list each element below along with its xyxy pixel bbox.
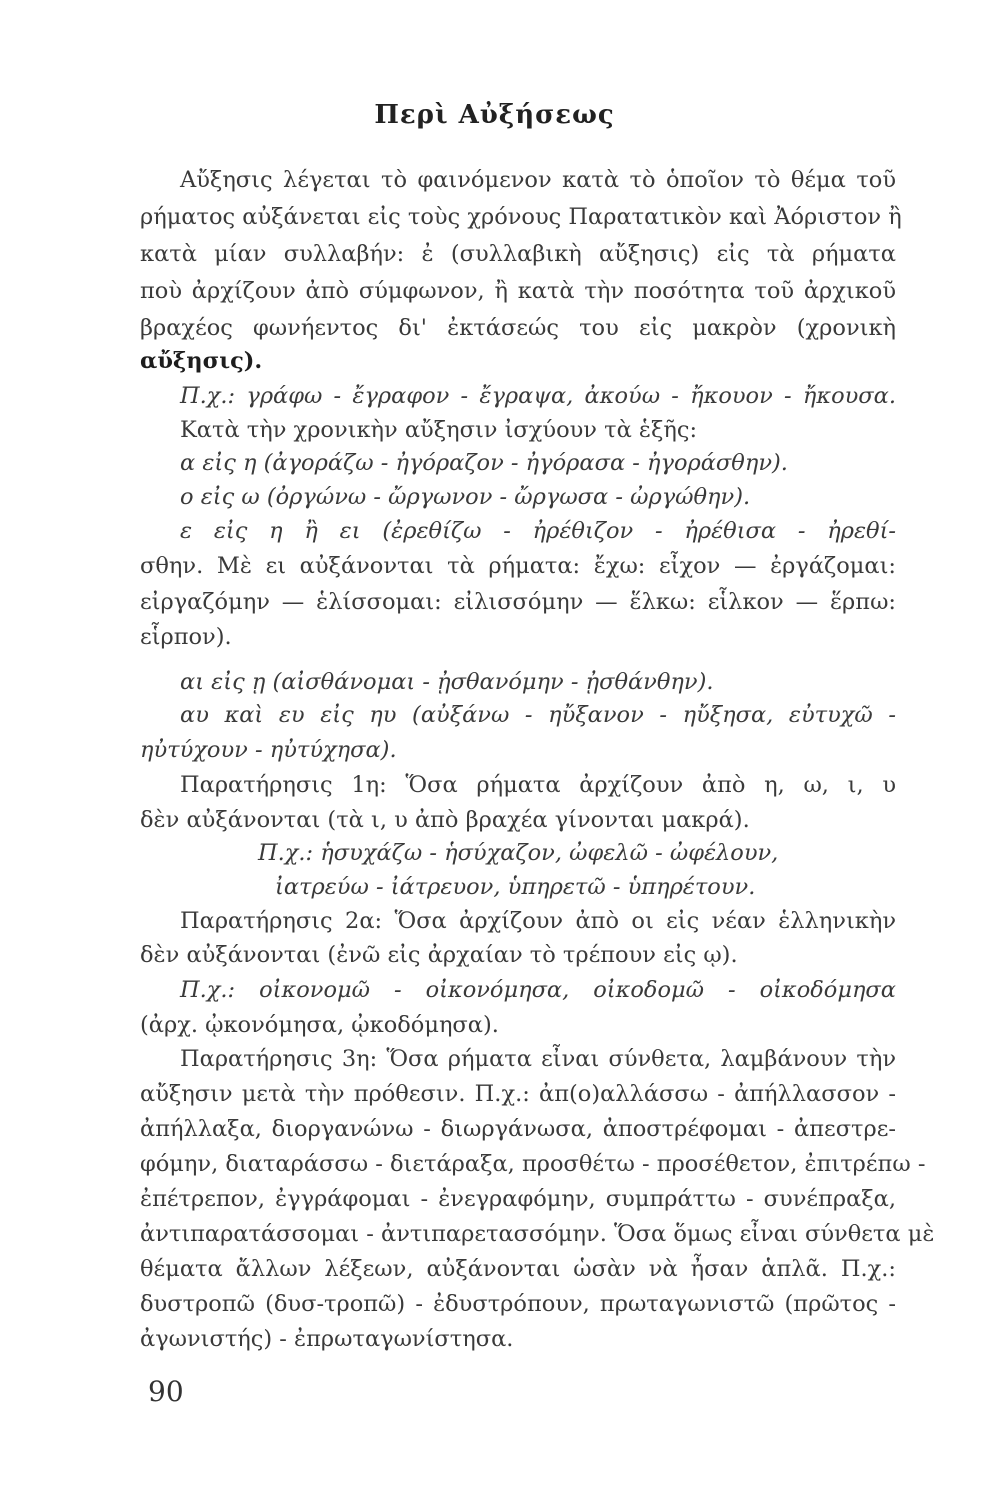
text-line: ἰατρεύω - ἰάτρευον, ὑπηρετῶ - ὑπηρέτουν. xyxy=(275,874,756,900)
text-line: βραχέος φωνήεντος δι' ἐκτάσεώς του εἰς μακρὸν (χρονικὴ xyxy=(140,315,896,341)
text-line: δυστροπῶ (δυσ-τροπῶ) - ἐδυστρόπουν, πρωταγωνιστῶ (πρῶτος - xyxy=(140,1291,896,1317)
page-title: Περὶ Αὐξήσεως xyxy=(374,100,615,130)
page-number: 90 xyxy=(148,1375,184,1408)
text-line: δὲν αὐξάνονται (ἐνῶ εἰς ἀρχαίαν τὸ τρέπουν εἰς ῳ). xyxy=(140,942,738,968)
text-line: ε εἰς η ἢ ει (ἐρεθίζω - ἠρέθιζον - ἠρέθισα - ἠρεθί- xyxy=(180,518,896,544)
text-line: κατὰ μίαν συλλαβήν: ἐ (συλλαβικὴ αὔξησις) εἰς τὰ ρήματα xyxy=(140,241,896,267)
text-line: ο εἰς ω (ὀργώνω - ὤργωνον - ὤργωσα - ὠργώθην). xyxy=(180,484,751,510)
text-line: Κατὰ τὴν χρονικὴν αὔξησιν ἰσχύουν τὰ ἑξῆς: xyxy=(180,417,698,443)
text-line: εἰργαζόμην — ἑλίσσομαι: εἰλισσόμην — ἕλκω: εἷλκον — ἕρπω: xyxy=(140,589,896,615)
text-line: Αὔξησις λέγεται τὸ φαινόμενον κατὰ τὸ ὁποῖον τὸ θέμα τοῦ xyxy=(180,167,896,193)
text-line: σθην. Μὲ ει αὐξάνονται τὰ ρήματα: ἔχω: εἶχον — ἐργάζομαι: xyxy=(140,553,896,579)
text-line: ηὐτύχουν - ηὐτύχησα). xyxy=(140,737,397,763)
text-line: ἐπέτρεπον, ἐγγράφομαι - ἐνεγραφόμην, συμπράττω - συνέπραξα, xyxy=(140,1186,896,1212)
text-line: ποὺ ἀρχίζουν ἀπὸ σύμφωνον, ἢ κατὰ τὴν ποσότητα τοῦ ἀρχικοῦ xyxy=(140,278,896,304)
text-line: ρήματος αὐξάνεται εἰς τοὺς χρόνους Παρατατικὸν καὶ Ἀόριστον ἢ xyxy=(140,204,902,230)
text-line: Παρατήρησις 2α: Ὅσα ἀρχίζουν ἀπὸ οι εἰς νέαν ἑλληνικὴν xyxy=(180,908,896,934)
text-line: α εἰς η (ἀγοράζω - ἠγόραζον - ἠγόρασα - ἠγοράσθην). xyxy=(180,450,788,476)
text-line: εἷρπον). xyxy=(140,624,232,650)
text-line: φόμην, διαταράσσω - διετάραξα, προσθέτω - προσέθετον, ἐπιτρέπω - xyxy=(140,1151,926,1177)
text-line: αυ καὶ ευ εἰς ηυ (αὐξάνω - ηὔξανον - ηὔξησα, εὐτυχῶ - xyxy=(180,702,896,728)
text-line: αι εἰς ῃ (αἰσθάνομαι - ᾐσθανόμην - ᾐσθάνθην). xyxy=(180,669,714,695)
text-line: Π.χ.: ἡσυχάζω - ἡσύχαζον, ὠφελῶ - ὠφέλουν, xyxy=(258,840,779,866)
text-line: Παρατήρησις 1η: Ὅσα ρήματα ἀρχίζουν ἀπὸ η, ω, ι, υ xyxy=(180,772,896,798)
text-line: θέματα ἄλλων λέξεων, αὐξάνονται ὡσὰν νὰ ἦσαν ἁπλᾶ. Π.χ.: xyxy=(140,1256,896,1282)
text-line: Π.χ.: γράφω - ἔγραφον - ἔγραψα, ἀκούω - ἤκουον - ἤκουσα. xyxy=(180,383,896,409)
text-line: Παρατήρησις 3η: Ὅσα ρήματα εἶναι σύνθετα, λαμβάνουν τὴν xyxy=(180,1046,896,1072)
text-line: ἀπήλλαξα, διοργανώνω - διωργάνωσα, ἀποστρέφομαι - ἀπεστρε- xyxy=(140,1116,896,1142)
text-line: Π.χ.: οἰκονομῶ - οἰκονόμησα, οἰκοδομῶ - οἰκοδόμησα xyxy=(180,977,896,1003)
text-line: ἀντιπαρατάσσομαι - ἀντιπαρετασσόμην. Ὅσα ὅμως εἶναι σύνθετα μὲ xyxy=(140,1221,935,1247)
text-line: ἀγωνιστής) - ἐπρωταγωνίστησα. xyxy=(140,1326,514,1352)
text-line: αὔξησιν μετὰ τὴν πρόθεσιν. Π.χ.: ἀπ(ο)αλλάσσω - ἀπήλλασσον - xyxy=(140,1081,896,1107)
text-line: δὲν αὐξάνονται (τὰ ι, υ ἀπὸ βραχέα γίνονται μακρά). xyxy=(140,807,750,833)
text-line: αὔξησις). xyxy=(140,348,263,374)
text-line: (ἀρχ. ᾠκονόμησα, ᾠκοδόμησα). xyxy=(140,1012,499,1038)
